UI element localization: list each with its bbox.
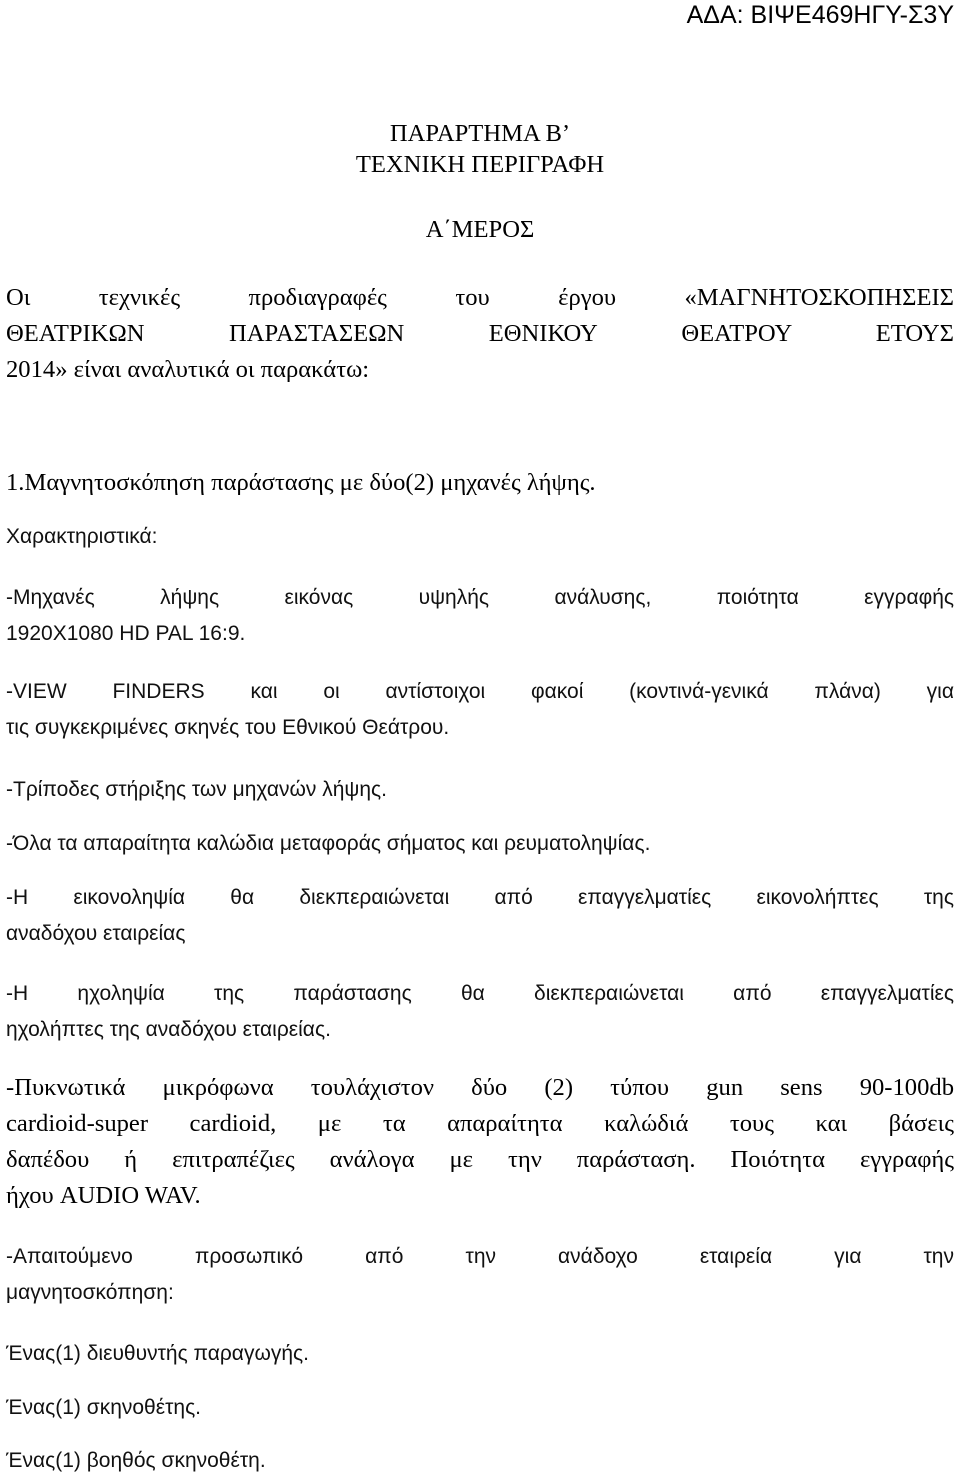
cables-item: -Όλα τα απαραίτητα καλώδια μεταφοράς σήματος και ρευματοληψίας.	[6, 832, 651, 855]
microphones-line: δαπέδου ή επιτραπέζιες ανάλογα με την παράσταση. Ποιότητα εγγραφής	[6, 1146, 954, 1173]
intro-paragraph	[6, 280, 954, 388]
staff-item-assistant-director: Ένας(1) βοηθός σκηνοθέτη.	[6, 1449, 266, 1472]
viewfinders-line: -VIEW FINDERS και οι αντίστοιχοι φακοί (κοντινά-γενικά πλάνα) για	[6, 680, 954, 703]
audio-crew-line: -Η ηχοληψία της παράστασης θα διεκπεραιώνεται από επαγγελματίες	[6, 982, 954, 1005]
intro-line: 2014» είναι αναλυτικά οι παρακάτω:	[6, 356, 370, 383]
technical-description-title: ΤΕΧΝΙΚΗ ΠΕΡΙΓΡΑΦΗ	[355, 151, 605, 178]
staff-line: -Απαιτούμενο προσωπικό από την ανάδοχο εταιρεία για την	[6, 1245, 954, 1268]
staff-line: μαγνητοσκόπηση:	[6, 1281, 174, 1304]
microphones-line: -Πυκνωτικά μικρόφωνα τουλάχιστον δύο (2) τύπου gun sens 90-100db	[6, 1074, 954, 1101]
staff-item-production-director: Ένας(1) διευθυντής παραγωγής.	[6, 1342, 309, 1365]
video-crew-line: -Η εικονοληψία θα διεκπεραιώνεται από επαγγελματίες εικονολήπτες της	[6, 886, 954, 909]
audio-crew-paragraph	[6, 976, 954, 1048]
viewfinders-line: τις συγκεκριμένες σκηνές του Εθνικού Θεάτρου.	[6, 716, 450, 739]
staff-item-director: Ένας(1) σκηνοθέτης.	[6, 1396, 202, 1419]
ada-code: ΑΔΑ: ΒΙΨΕ469ΗΓΥ-Σ3Υ	[686, 1, 954, 29]
section-heading: 1.Μαγνητοσκόπηση παράστασης με δύο(2) μηχανές λήψης.	[6, 469, 596, 496]
video-crew-line: αναδόχου εταιρείας	[6, 922, 186, 945]
intro-line: Οι τεχνικές προδιαγραφές του έργου «ΜΑΓΝΗΤΟΣΚΟΠΗΣΕΙΣ	[6, 284, 954, 311]
viewfinders-paragraph	[6, 674, 954, 746]
video-crew-paragraph	[6, 880, 954, 952]
part-title: Α΄ΜΕΡΟΣ	[425, 216, 535, 243]
microphones-line: ήχου AUDIO WAV.	[6, 1182, 201, 1209]
cameras-line: 1920X1080 HD PAL 16:9.	[6, 622, 246, 645]
intro-line: ΘΕΑΤΡΙΚΩΝ ΠΑΡΑΣΤΑΣΕΩΝ ΕΘΝΙΚΟΥ ΘΕΑΤΡΟΥ ΕΤΟΥΣ	[6, 320, 954, 347]
cameras-line: -Μηχανές λήψης εικόνας υψηλής ανάλυσης, ποιότητα εγγραφής	[6, 586, 954, 609]
annex-title: ΠΑΡΑΡΤΗΜΑ Β’	[389, 120, 571, 147]
staff-paragraph	[6, 1239, 954, 1311]
audio-crew-line: ηχολήπτες της αναδόχου εταιρείας.	[6, 1018, 331, 1041]
microphones-line: cardioid-super cardioid, με τα απαραίτητα καλώδιά τους και βάσεις	[6, 1110, 954, 1137]
cameras-paragraph	[6, 580, 954, 652]
characteristics-label: Χαρακτηριστικά:	[6, 525, 158, 548]
tripods-item: -Τρίποδες στήριξης των μηχανών λήψης.	[6, 778, 388, 801]
microphones-paragraph	[6, 1070, 954, 1214]
